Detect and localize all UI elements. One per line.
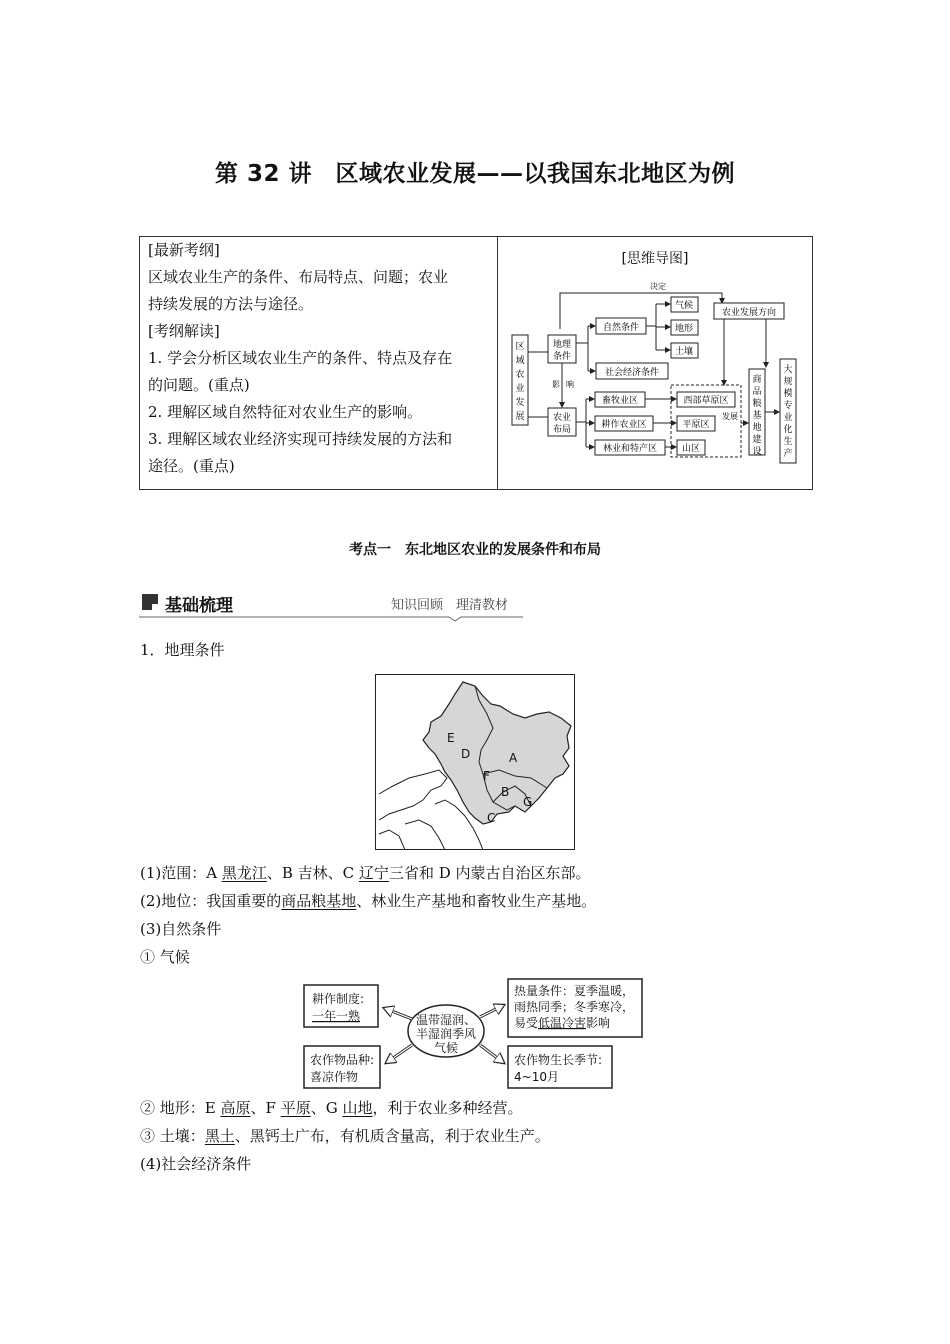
heading-geo-conditions: 1．地理条件 xyxy=(140,641,225,659)
svg-text:发: 发 xyxy=(515,398,525,408)
growing-season-label: 农作物生长季节: xyxy=(514,1053,603,1067)
scope-line: (1)范围：A 黑龙江、B 吉林、C 辽宁三省和 D 内蒙古自治区东部。 xyxy=(140,864,591,882)
mind-map xyxy=(498,237,812,489)
svg-text:生: 生 xyxy=(783,437,793,447)
svg-text:域: 域 xyxy=(515,356,525,366)
svg-text:化: 化 xyxy=(783,425,793,435)
svg-text:区: 区 xyxy=(515,342,525,352)
svg-text:条件: 条件 xyxy=(552,352,572,362)
answer-one-crop-year: 一年一熟 xyxy=(312,1009,361,1023)
basics-banner xyxy=(139,590,523,622)
svg-text:模: 模 xyxy=(783,389,793,399)
answer-heilongjiang: 黑龙江 xyxy=(221,864,267,882)
map-label-f: F xyxy=(483,769,490,783)
svg-text:地理: 地理 xyxy=(552,340,572,350)
crop-variety-label: 农作物品种: xyxy=(310,1053,375,1067)
heat-condition-l3: 易受低温冷害影响 xyxy=(514,1016,611,1030)
label-decide: 决定 xyxy=(650,282,666,291)
answer-liaoning: 辽宁 xyxy=(358,864,389,882)
map-label-d: D xyxy=(461,747,471,761)
status-line: (2)地位：我国重要的商品粮基地、林业生产基地和畜牧业生产基地。 xyxy=(140,892,597,910)
forestry-zone: 林业和特产区 xyxy=(602,444,658,454)
western-grassland: 西部草原区 xyxy=(683,396,729,406)
svg-text:农: 农 xyxy=(515,370,525,380)
map-label-b: B xyxy=(501,785,510,799)
syllabus-cell xyxy=(140,237,498,489)
svg-text:影: 影 xyxy=(552,380,560,389)
socio-economic-heading: (4)社会经济条件 xyxy=(140,1155,252,1173)
plain-zone: 平原区 xyxy=(682,420,710,430)
svg-text:粮: 粮 xyxy=(752,399,762,409)
svg-text:农业: 农业 xyxy=(552,413,572,423)
socio-economic-conditions: 社会经济条件 xyxy=(604,368,660,378)
svg-text:业: 业 xyxy=(783,413,793,423)
svg-text:基: 基 xyxy=(752,411,762,421)
climate-type-l1: 温带湿润、 xyxy=(415,1013,477,1027)
answer-black-soil: 黑土 xyxy=(204,1127,235,1145)
interpret-item-3b: 途径。(重点) xyxy=(148,457,235,475)
terrain-node: 地形 xyxy=(674,324,694,334)
map-label-c: C xyxy=(487,811,496,825)
interpret-item-2: 2. 理解区域自然特征对农业生产的影响。 xyxy=(148,403,423,421)
farming-system-label: 耕作制度: xyxy=(312,992,365,1006)
svg-text:专: 专 xyxy=(783,401,793,411)
map-label-a: A xyxy=(509,751,518,765)
banner-title: 基础梳理 xyxy=(165,596,233,616)
label-latest-syllabus: [最新考纲] xyxy=(148,241,220,259)
svg-text:商: 商 xyxy=(752,375,762,385)
crop-variety-value: 喜凉作物 xyxy=(310,1070,359,1084)
svg-text:展: 展 xyxy=(515,412,525,422)
svg-text:设: 设 xyxy=(752,447,762,457)
climate-diagram xyxy=(300,975,646,1093)
svg-text:品: 品 xyxy=(752,387,762,397)
banner-subtitle: 知识回顾 理清教材 xyxy=(391,598,509,613)
svg-text:产: 产 xyxy=(783,449,793,459)
section-heading: 考点一 东北地区农业的发展条件和布局 xyxy=(349,542,601,558)
syllabus-text-2: 持续发展的方法与途径。 xyxy=(148,295,314,313)
answer-plateau: 高原 xyxy=(220,1099,251,1117)
livestock-zone: 畜牧业区 xyxy=(601,396,639,406)
climate-type-l3: 气候 xyxy=(433,1041,459,1055)
climate-node: 气候 xyxy=(674,301,694,311)
answer-mountain: 山地 xyxy=(342,1099,373,1117)
mountain-zone: 山区 xyxy=(681,444,701,454)
label-develop: 发展 xyxy=(722,412,738,421)
interpret-item-1b: 的问题。(重点) xyxy=(148,376,250,394)
map-label-g: G xyxy=(523,795,533,809)
label-syllabus-interpretation: [考纲解读] xyxy=(148,322,220,340)
climate-type-l2: 半湿润季风 xyxy=(415,1027,477,1041)
svg-text:布局: 布局 xyxy=(552,425,572,435)
northeast-china-map xyxy=(375,674,575,850)
svg-text:业: 业 xyxy=(515,384,525,394)
answer-cold-damage: 低温冷害 xyxy=(538,1016,587,1030)
svg-text:大: 大 xyxy=(783,365,793,375)
growing-season-value: 4~10月 xyxy=(514,1070,559,1084)
svg-text:地: 地 xyxy=(752,423,762,433)
answer-grain-base: 商品粮基地 xyxy=(281,892,357,910)
heat-condition-l1: 热量条件：夏季温暖， xyxy=(514,984,635,998)
agri-direction: 农业发展方向 xyxy=(721,308,777,318)
answer-plain: 平原 xyxy=(280,1099,311,1117)
syllabus-text-1: 区域农业生产的条件、布局特点、问题；农业 xyxy=(148,268,449,286)
natural-conditions: 自然条件 xyxy=(602,323,640,333)
svg-text:响: 响 xyxy=(566,380,574,389)
natural-conditions-heading: (3)自然条件 xyxy=(140,920,222,938)
label-influence xyxy=(552,379,574,389)
climate-heading: ① 气候 xyxy=(140,948,190,966)
soil-line: ③ 土壤：黑土、黑钙土广布，有机质含量高，利于农业生产。 xyxy=(140,1127,550,1145)
interpret-item-3a: 3. 理解区域农业经济实现可持续发展的方法和 xyxy=(148,430,453,448)
map-label-e: E xyxy=(447,731,455,745)
terrain-line: ② 地形：E 高原、F 平原、G 山地，利于农业多种经营。 xyxy=(140,1099,523,1117)
soil-node: 土壤 xyxy=(674,347,694,357)
svg-text:建: 建 xyxy=(752,435,762,445)
heat-condition-l2: 雨热同季；冬季寒冷， xyxy=(514,1000,635,1014)
outline-table xyxy=(139,236,813,490)
interpret-item-1a: 1. 学会分析区域农业生产的条件、特点及存在 xyxy=(148,349,453,367)
mindmap-heading: [思维导图] xyxy=(621,251,689,267)
farming-zone: 耕作农业区 xyxy=(601,420,647,430)
page-title: 第 32 讲 区域农业发展——以我国东北地区为例 xyxy=(214,161,736,187)
svg-text:规: 规 xyxy=(783,377,793,387)
